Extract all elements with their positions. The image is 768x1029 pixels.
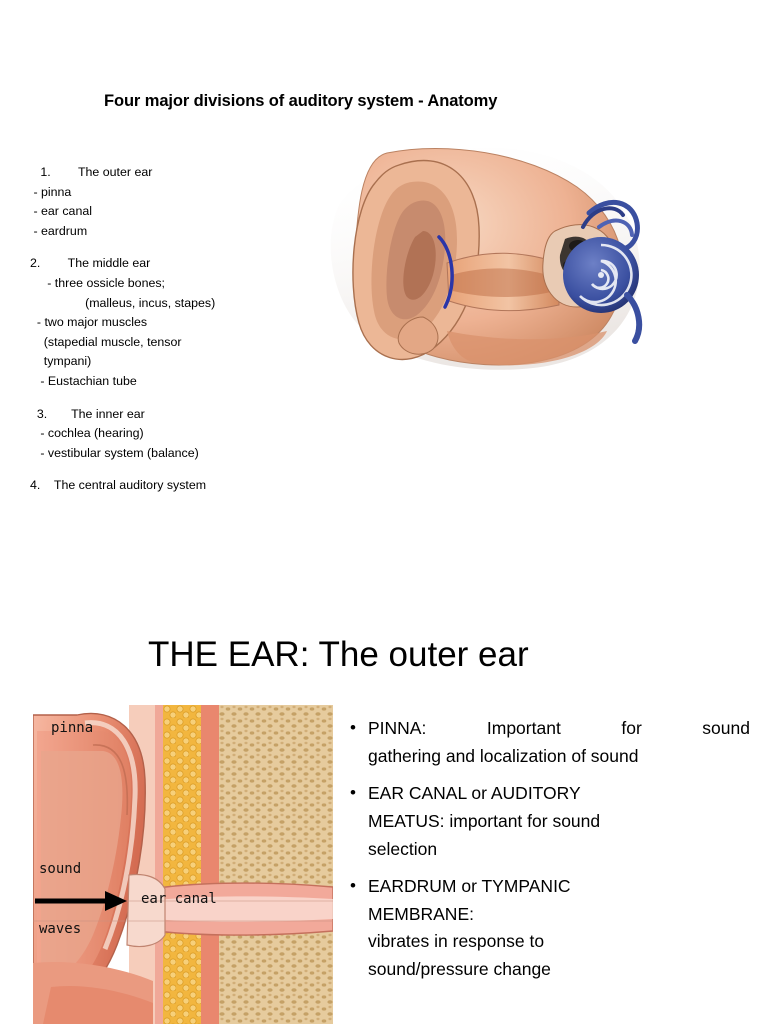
- outer-ear-illustration: [33, 705, 333, 1024]
- list-item: 1. The outer ear: [30, 165, 153, 179]
- bullet-line: EARDRUM or TYMPANIC: [368, 876, 571, 897]
- list-item: - eardrum: [30, 223, 88, 238]
- bullet-marker: •: [350, 783, 356, 803]
- list-spacer: [30, 241, 330, 254]
- list-item: tympani): [30, 354, 92, 369]
- list-item: - three ossicle bones;: [30, 275, 165, 290]
- bullet-line: MEATUS: important for sound: [368, 810, 601, 831]
- bullet-line: EAR CANAL or AUDITORY: [368, 783, 581, 804]
- ear-anatomy-illustration: [327, 135, 649, 385]
- label-sound: sound: [39, 861, 82, 877]
- bullet-body: [368, 715, 750, 770]
- label-waves: waves: [39, 921, 82, 937]
- page-title: THE EAR: The outer ear: [148, 635, 529, 674]
- bullet-line: MEMBRANE:: [368, 903, 474, 924]
- bullet-line: selection: [368, 838, 438, 859]
- label-pinna: pinna: [51, 720, 94, 736]
- outline-list: [30, 163, 330, 496]
- list-spacer: [30, 463, 330, 476]
- list-item: 4. The central auditory system: [30, 478, 207, 493]
- list-item: [350, 715, 750, 770]
- bullet-line: PINNA: Important for sound: [368, 718, 750, 738]
- list-item: (stapedial muscle, tensor: [30, 334, 182, 349]
- bullet-body: [368, 873, 750, 984]
- list-item: [350, 780, 750, 863]
- bullet-marker: •: [350, 718, 356, 737]
- bullet-body: [368, 780, 750, 863]
- list-item: (malleus, incus, stapes): [30, 295, 216, 310]
- list-item: - vestibular system (balance): [30, 445, 199, 460]
- list-item: - Eustachian tube: [30, 373, 137, 388]
- list-item: - pinna: [30, 184, 72, 199]
- bullet-marker: •: [350, 876, 356, 896]
- bullet-list: [350, 715, 750, 994]
- list-item: 3. The inner ear: [30, 406, 145, 421]
- list-item: - ear canal: [30, 204, 92, 219]
- bullet-line: vibrates in response to: [368, 931, 545, 952]
- label-ear-canal: ear canal: [141, 891, 217, 907]
- list-item: - cochlea (hearing): [30, 426, 144, 441]
- list-item: - two major muscles: [30, 315, 148, 330]
- list-spacer: [30, 392, 330, 405]
- bullet-line: gathering and localization of sound: [368, 745, 639, 766]
- list-item: 2. The middle ear: [30, 256, 151, 271]
- bullet-line: sound/pressure change: [368, 959, 551, 980]
- list-item: [350, 873, 750, 984]
- page-title: Four major divisions of auditory system - Anatomy: [104, 92, 498, 110]
- slide-outer-ear: [0, 560, 768, 1024]
